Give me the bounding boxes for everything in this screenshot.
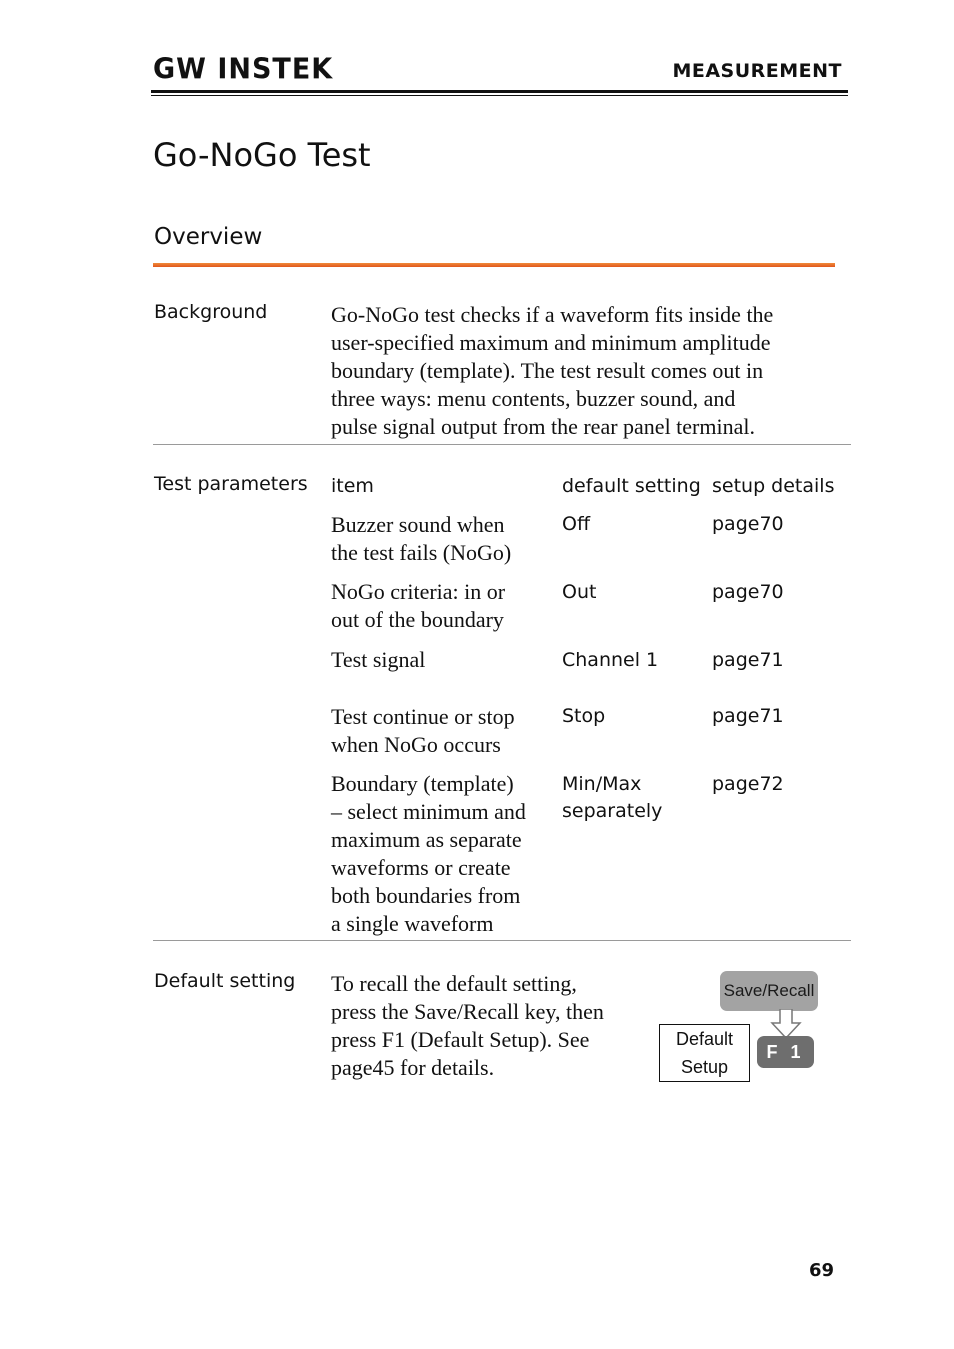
table-row-item [331, 703, 515, 759]
background-line: boundary (template). The test result comes out in [331, 358, 764, 383]
table-row-default [562, 771, 662, 825]
column-header-item: item [331, 475, 374, 497]
section-header: MEASUREMENT [672, 60, 842, 82]
column-header-default: default setting [562, 475, 701, 497]
header-rule [151, 90, 848, 93]
table-row-item [331, 578, 505, 634]
default-setting-text [331, 970, 604, 1082]
item-line: the test fails (NoGo) [331, 540, 512, 565]
softkey-label-line: Setup [680, 1057, 729, 1077]
item-line: a single waveform [331, 911, 494, 936]
table-row-default: Stop [562, 705, 606, 727]
divider [153, 444, 851, 445]
gw-instek-logo: GW INSTEK [153, 53, 334, 86]
default-line: Min/Max [562, 773, 642, 795]
page-title: Go-NoGo Test [153, 136, 371, 174]
table-row-setup: page72 [712, 773, 784, 795]
item-line: waveforms or create [331, 855, 511, 880]
background-label: Background [154, 301, 268, 323]
f1-key: F 1 [757, 1036, 814, 1068]
table-row-default: Channel 1 [562, 649, 659, 671]
item-line: – select minimum and [331, 799, 526, 824]
section-subtitle: Overview [154, 224, 263, 250]
item-line: maximum as separate [331, 827, 522, 852]
softkey-label-line: Default [675, 1029, 734, 1049]
column-header-setup: setup details [712, 475, 835, 497]
item-line: NoGo criteria: in or [331, 579, 506, 604]
arrow-down-icon [770, 1009, 802, 1039]
table-row-default: Out [562, 581, 597, 603]
table-row-item [331, 646, 425, 674]
item-line: when NoGo occurs [331, 732, 501, 757]
default-setting-line: page45 for details. [331, 1055, 495, 1080]
background-line: user-specified maximum and minimum amplitude [331, 330, 771, 355]
save-recall-key: Save/Recall [720, 971, 818, 1011]
table-row-setup: page71 [712, 649, 784, 671]
background-line: pulse signal output from the rear panel terminal. [331, 414, 755, 439]
default-setup-softkey-label [659, 1024, 750, 1082]
page-number: 69 [808, 1260, 834, 1281]
background-text [331, 301, 773, 441]
item-line: Test signal [331, 647, 426, 672]
default-setting-line: To recall the default setting, [331, 971, 577, 996]
table-row-default: Off [562, 513, 591, 535]
test-parameters-label: Test parameters [154, 473, 308, 495]
subtitle-underline [153, 263, 835, 267]
default-setting-line: press the Save/Recall key, then [331, 999, 604, 1024]
default-setting-label: Default setting [154, 970, 296, 992]
table-row-item [331, 770, 526, 938]
item-line: out of the boundary [331, 607, 504, 632]
table-row-setup: page71 [712, 705, 784, 727]
table-row-item [331, 511, 511, 567]
background-line: three ways: menu contents, buzzer sound, and [331, 386, 736, 411]
divider [153, 940, 851, 941]
table-row-setup: page70 [712, 581, 784, 603]
header-rule-thin [151, 95, 848, 96]
item-line: Boundary (template) [331, 771, 514, 796]
default-setting-line: press F1 (Default Setup). See [331, 1027, 590, 1052]
item-line: Test continue or stop [331, 704, 515, 729]
background-line: Go-NoGo test checks if a waveform fits inside the [331, 302, 774, 327]
table-row-setup: page70 [712, 513, 784, 535]
item-line: both boundaries from [331, 883, 521, 908]
default-line: separately [562, 800, 663, 822]
item-line: Buzzer sound when [331, 512, 505, 537]
